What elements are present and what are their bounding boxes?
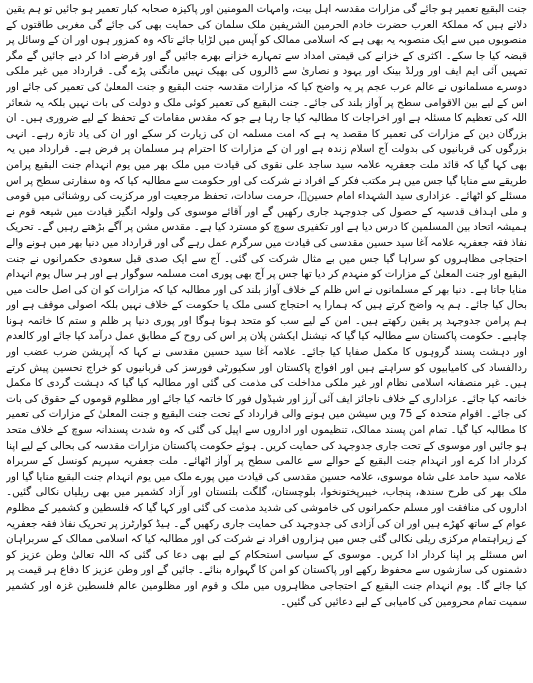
article-body: جنت البقیع تعمیر ہو جائے گی مزارات مقدسہ اہل بیت، وامہات المومنین اور پاکیزہ صحابہ کبار تعمیر ہو جائیں تو ہم یقین دلاتے ہیں کہ مملکۃ العرب حضرت خادم الحرمین الشریفین ملک سلمان کی حمایت بھی کی جائے گی مغربی طاقتوں کے منصوبوں میں سے ایک منصوبہ یہ بھی ہے کہ اسلامی ممالک کو آپس میں لڑایا جائے تاکہ وہ کمزور ہوں اور ان کے وسائل پر قبضہ کیا جا سکے۔ اکثری کے خزانے کی قیمتی امداد سے تمہارے خزانے بھرے جائیں گے اور قرضے ادا کر دیے جائیں گے مگر تمہیں آئی ایم ایف اور ورلڈ بینک اور یہود و نصاریٰ سے ڈالروں کی بھیک نہیں مانگنی پڑے گی۔ قرارداد میں غیر ملکی دوسرے مسلمانوں نے عالم عرب عجم پر یہ واضح کیا کہ مزارات مقدسہ جنت البقیع و جنت المعلیٰ کی تعمیر کی جائے اور اس کے لیے بین الاقوامی سطح پر آواز بلند کی جائے۔ جنت البقیع کی تعمیر کوئی ملک و دولت کی بات نہیں بلکہ یہ شعائر اللہ کی تعظیم کا مسئلہ ہے اور اخراجات کا مطالبہ کیا جا رہا ہے جو کہ مقدس مقامات کے تحفظ کے لیے ضروری ہیں۔ ان بزرگان دین کے مزارات کی تعمیر کا مقصد یہ ہے کہ امت مسلمہ ان کی زیارت کر سکے اور ان کی یاد تازہ رہے۔ انہی بزرگوں کی قربانیوں کی بدولت آج اسلام زندہ ہے اور ان کے مزارات کا احترام ہر مسلمان پر فرض ہے۔ قرارداد میں یہ بھی کہا گیا کہ قائد ملت جعفریہ علامہ سید ساجد علی نقوی کی قیادت میں ملک بھر میں یوم انہدام جنت البقیع پرامن طریقے سے منایا گیا جس میں ہر مکتب فکر کے افراد نے شرکت کی اور حکومت سے مطالبہ کیا کہ وہ سفارتی سطح پر اس مسئلے کو اٹھائے۔ عزاداری سید الشہداء امام حسینؑ، حرمت سادات، تحفظ مرجعیت اور مرکزیت کی روشنائی میں قومی و ملی اہداف قدسیہ کے حصول کی جدوجہد جاری رکھیں گے اور آقائے موسوی کی ولولہ انگیز قیادت میں شیعہ قوم نے ہمیشہ اتحاد بین المسلمین کا درس دیا ہے اور تکفیری سوچ کو مسترد کیا ہے۔ مقدس مشن پر آگے بڑھتے رہیں گے۔ تحریک نفاذ فقہ جعفریہ علامہ آغا سید حسین مقدسی کی قیادت میں سرگرم عمل رہے گی اور قرارداد میں دنیا بھر میں ہونے والے احتجاجی مظاہروں کو سراہا گیا جس میں بے مثال شرکت کی گئی۔ آج سے ایک صدی قبل سعودی حکمرانوں نے جنت البقیع اور جنت المعلیٰ کے مزارات کو منہدم کر دیا تھا جس پر آج بھی پوری امت مسلمہ سوگوار ہے اور ہر سال یوم انہدام منایا جاتا ہے۔ دنیا بھر کے مسلمانوں نے اس ظلم کے خلاف آواز بلند کی اور مطالبہ کیا کہ مزارات کو ان کی اصل حالت میں بحال کیا جائے۔ ہم یہ واضح کرتے ہیں کہ ہمارا یہ احتجاج کسی ملک یا حکومت کے خلاف نہیں بلکہ اصولی موقف ہے اور ہم پرامن جدوجہد پر یقین رکھتے ہیں۔ امن کے لیے سب کو متحد ہونا ہوگا اور پوری دنیا پر ظلم و ستم کا خاتمہ ہونا چاہیے۔ حکومت پاکستان سے مطالبہ کیا گیا کہ نیشنل ایکشن پلان پر اس کی روح کے مطابق عمل درآمد کیا جائے اور کالعدم اور دہشت پسند گروہوں کا مکمل صفایا کیا جائے۔ علامہ آغا سید حسین مقدسی نے کہا کہ آپریشن ضرب عضب اور ردالفساد کی کامیابیوں کو سراہتے ہیں اور افواج پاکستان اور سکیورٹی فورسز کی قربانیوں کو خراج تحسین پیش کرتے ہیں۔ غیر منصفانہ اسلامی نظام اور غیر ملکی مداخلت کی مذمت کی گئی اور مطالبہ کیا گیا کہ دہشت گردی کا مکمل خاتمہ کیا جائے۔ عزاداری کے خلاف ناجائز ایف آئی آرز اور شیڈول فور کا خاتمہ کیا جائے اور مظلوم قوموں کے حقوق کی بات کی جائے۔ اقوام متحدہ کے 75 ویں سیشن میں ہونے والی قرارداد کے تحت جنت البقیع و جنت المعلیٰ کے مزارات کی تعمیر کا مطالبہ کیا گیا۔ تمام امن پسند ممالک، تنظیموں اور اداروں سے اپیل کی گئی کہ وہ شدت پسندانہ سوچ کے خلاف متحد ہو جائیں اور موسوی کے تحت جاری جدوجہد کی حمایت کریں۔ ہوئے حکومت پاکستان مزارات مقدسہ کی بحالی کے لیے اپنا کردار ادا کرے اور انہدام جنت البقیع کے حوالے سے عالمی سطح پر آواز اٹھائے۔ ملت جعفریہ سپریم کونسل کے سربراہ علامہ سید حامد علی شاہ موسوی، علامہ حسین مقدسی کی قیادت میں پورے ملک میں یوم انہدام جنت البقیع منایا گیا اور ملک بھر کی طرح سندھ، پنجاب، خیبرپختونخوا، بلوچستان، گلگت بلتستان اور آزاد کشمیر میں بھی ریلیاں نکالی گئیں۔ اداروں کی منافقت اور مسلم حکمرانوں کی خاموشی کی شدید مذمت کی گئی اور کہا گیا کہ فلسطین و کشمیر کے مظلوم عوام کے ساتھ کھڑے ہیں اور ان کی آزادی کی جدوجہد کی حمایت جاری رکھیں گے۔ ہیڈ کوارٹرز پر تحریک نفاذ فقہ جعفریہ کے زیراہتمام مرکزی ریلی نکالی گئی جس میں ہزاروں افراد نے شرکت کی اور مطالبہ کیا کہ اسلامی ممالک کے سربراہان اس مسئلے پر اپنا کردار ادا کریں۔ موسوی کے سیاسی استحکام کے لیے بھی دعا کی گئی کہ اللہ تعالیٰ وطن عزیز کو دشمنوں کی سازشوں سے محفوظ رکھے اور پاکستان کو امن کا گہوارہ بنائے۔ جائیں گے اور وطن عزیز کا دفاع ہر قیمت پر کیا جائے گا۔ یوم انہدام جنت البقیع کے احتجاجی مظاہروں میں ملک و قوم اور مظلومین عالم فلسطین غزہ اور کشمیر سمیت تمام محرومین کی کامیابی کے لیے دعائیں کی گئیں۔: [6, 3, 527, 608]
newspaper-column: [6, 2, 527, 680]
